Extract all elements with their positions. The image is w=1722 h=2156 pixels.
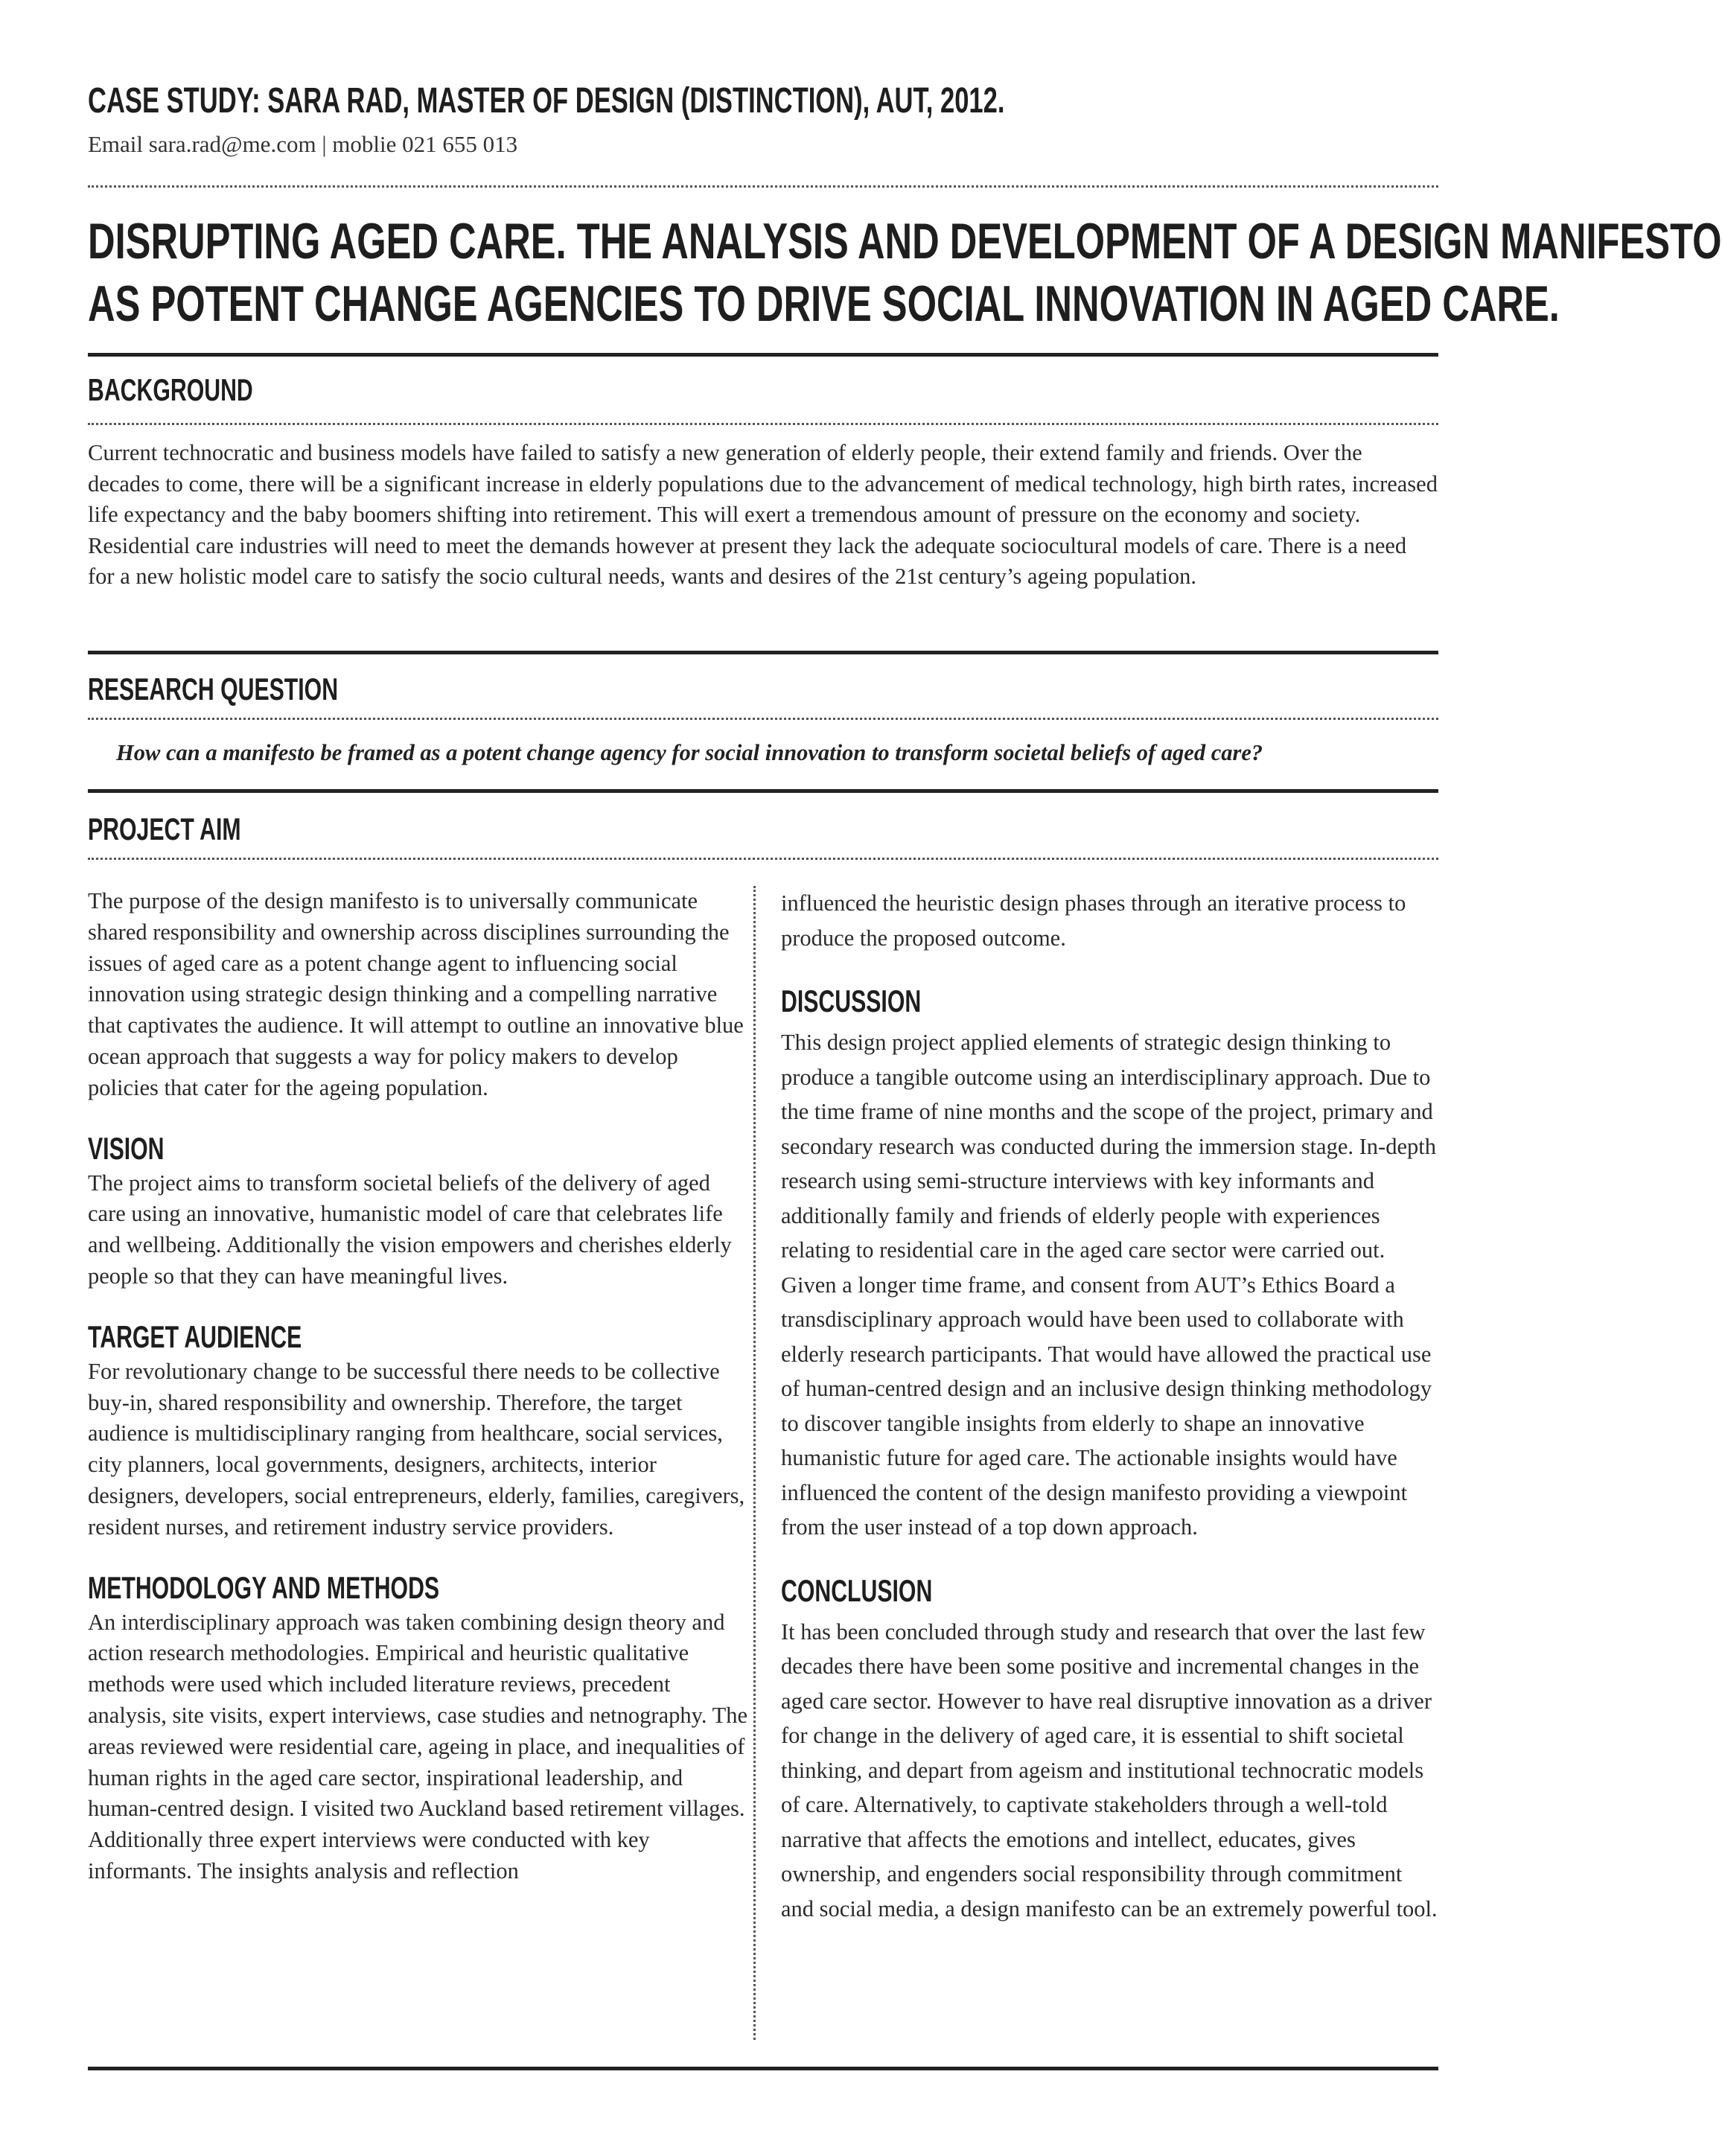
- project-aim-text: The purpose of the design manifesto is to universally communicate shared responsibility and ownership across disciplines surrounding the issues of aged care as a potent change agent to influencing social innovation using strategic design thinking and a compelling narrative that captivates the audience. It will attempt to outline an innovative blue ocean approach that suggests a way for policy makers to develop policies that cater for the ageing population.: [88, 888, 744, 1100]
- methodology-text-continued: influenced the heuristic design phases through an iterative process to produce the proposed outcome.: [781, 890, 1406, 951]
- methodology-heading: METHODOLOGY AND METHODS: [88, 1569, 440, 1605]
- background-text: Current technocratic and business models have failed to satisfy a new generation of elderly people, their extend family and friends. Over the decades to come, there will be a significant increase in elderly populations due to the advancement of medical technology, high birth rates, increased life expectancy and the baby boomers shifting into retirement. This will exert a tremendous amount of pressure on the economy and society. Residential care industries will need to meet the demands however at present they lack the adequate sociocultural models of care. There is a need for a new holistic model care to satisfy the socio cultural needs, wants and desires of the 21st century’s ageing population.: [88, 440, 1438, 589]
- dotted-divider: [88, 858, 1438, 860]
- case-study-title: CASE STUDY: SARA RAD, MASTER OF DESIGN (DISTINCTION), AUT, 2012.: [88, 81, 1005, 121]
- target-audience-text: For revolutionary change to be successful there needs to be collective buy-in, shared responsibility and ownership. Therefore, the target audience is multidisciplinary ranging from healthcare, social services, city planners, local governments, designers, architects, interior designers, developers, social entrepreneurs, elderly, families, caregivers, resident nurses, and retirement industry service providers.: [88, 1358, 745, 1540]
- bottom-rule: [88, 2067, 1438, 2070]
- section-rule: [88, 651, 1438, 654]
- section-rule: [88, 789, 1438, 793]
- main-title-line-1: DISRUPTING AGED CARE. THE ANALYSIS AND DEVELOPMENT OF A DESIGN MANIFESTO: [88, 213, 1722, 270]
- research-question-text: How can a manifesto be framed as a potent change agency for social innovation to transform societal beliefs of aged care?: [116, 740, 1263, 765]
- main-title: [88, 210, 1722, 335]
- document-page: [88, 0, 1722, 2156]
- project-aim-heading: PROJECT AIM: [88, 811, 241, 846]
- discussion-text: This design project applied elements of strategic design thinking to produce a tangible outcome using an interdisciplinary approach. Due to the time frame of nine months and the scope of the project, primary and secondary research was conducted during the immersion stage. In-depth research using semi-structure interviews with key informants and additionally family and friends of elderly people with experiences relating to residential care in the aged care sector were carried out. Given a longer time frame, and consent from AUT’s Ethics Board a transdisciplinary approach would have been used to collaborate with elderly research participants. That would have allowed the practical use of human-centred design and an inclusive design thinking methodology to discover tangible insights from elderly to shape an innovative humanistic future for aged care. The actionable insights would have influenced the content of the design manifesto providing a viewpoint from the user instead of a top down approach.: [781, 1030, 1436, 1540]
- section-rule: [88, 353, 1438, 357]
- conclusion-heading: CONCLUSION: [781, 1572, 933, 1608]
- discussion-heading: DISCUSSION: [781, 983, 922, 1018]
- dotted-divider: [88, 718, 1438, 720]
- vision-heading: VISION: [88, 1130, 165, 1166]
- target-audience-heading: TARGET AUDIENCE: [88, 1318, 302, 1354]
- column-divider: [753, 886, 756, 2040]
- contact-line: Email sara.rad@me.com | moblie 021 655 013: [88, 131, 518, 157]
- dotted-divider: [88, 185, 1438, 188]
- conclusion-text: It has been concluded through study and research that over the last few decades there have been some positive and incremental changes in the aged care sector. However to have real disruptive innovation as a driver for change in the delivery of aged care, it is essential to shift societal thinking, and depart from ageism and institutional technocratic models of care. Alternatively, to captivate stakeholders through a well-told narrative that affects the emotions and intellect, educates, gives ownership, and engenders social responsibility through commitment and social media, a design manifesto can be an extremely powerful tool.: [781, 1618, 1438, 1921]
- dotted-divider: [88, 423, 1438, 425]
- right-column: [781, 886, 1438, 1926]
- left-column: [88, 886, 749, 1887]
- vision-text: The project aims to transform societal beliefs of the delivery of aged care using an innovative, humanistic model of care that celebrates life and wellbeing. Additionally the vision empowers and cherishes elderly people so that they can have meaningful lives.: [88, 1170, 732, 1289]
- research-question-heading: RESEARCH QUESTION: [88, 672, 339, 707]
- methodology-text: An interdisciplinary approach was taken combining design theory and action research methodologies. Empirical and heuristic qualitative methods were used which included literature reviews, precedent analysis, site visits, expert interviews, case studies and netnography. The areas reviewed were residential care, ageing in place, and inequalities of human rights in the aged care sector, inspirational leadership, and human-centred design. I visited two Auckland based retirement villages. Additionally three expert interviews were conducted with key informants. The insights analysis and reflection: [88, 1609, 747, 1884]
- background-heading: BACKGROUND: [88, 372, 253, 407]
- main-title-line-2: AS POTENT CHANGE AGENCIES TO DRIVE SOCIAL INNOVATION IN AGED CARE.: [88, 275, 1560, 332]
